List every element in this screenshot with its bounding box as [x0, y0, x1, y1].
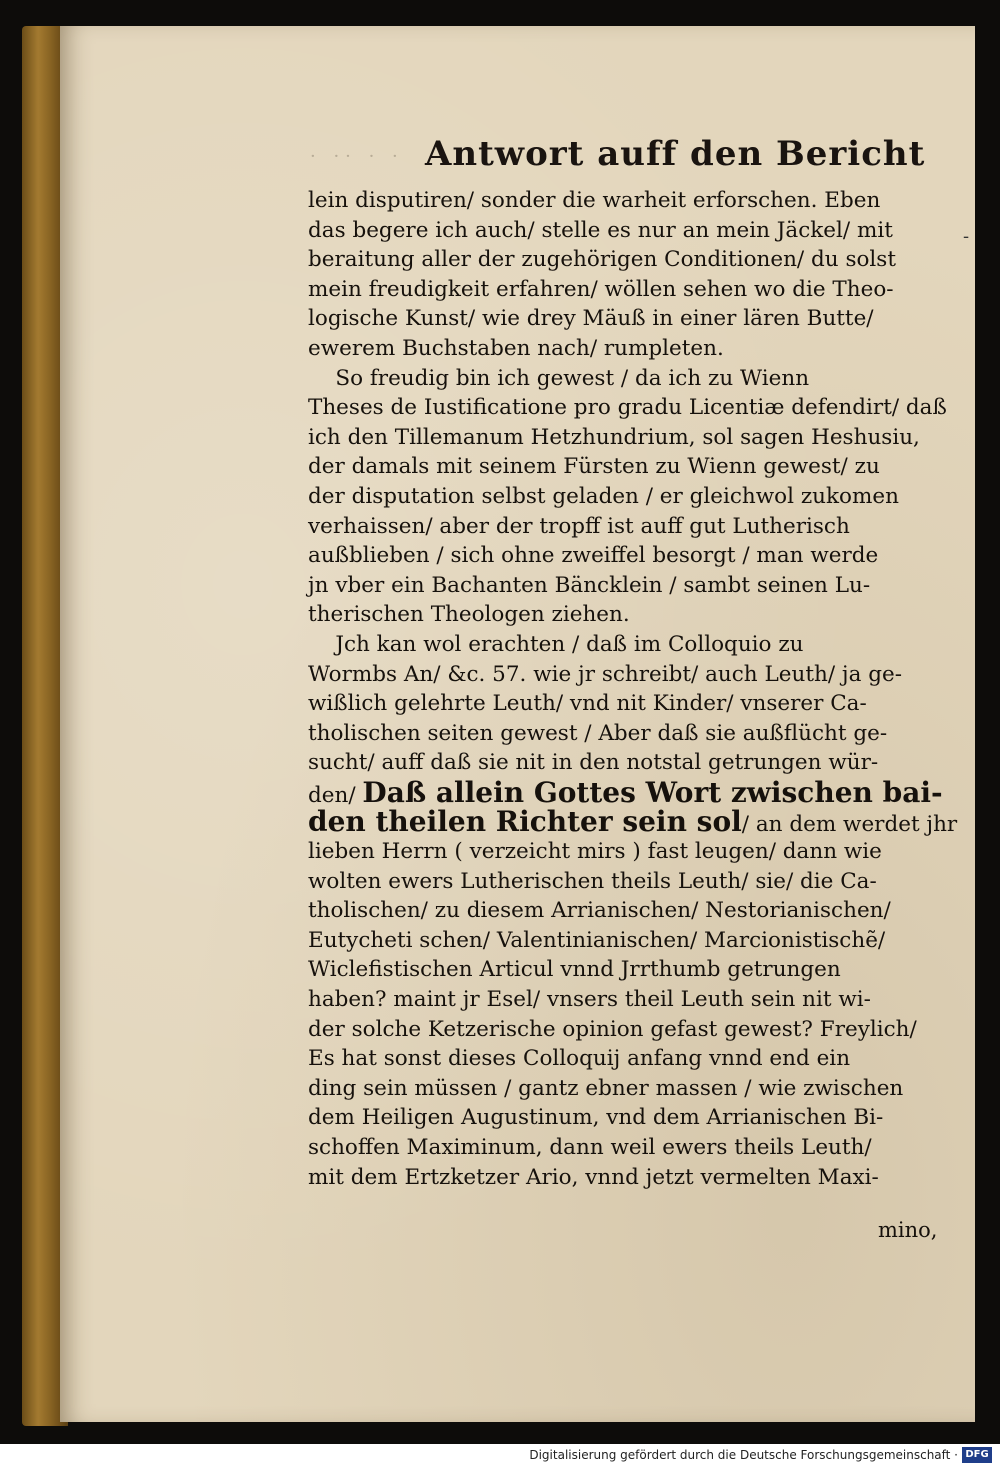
text-line: Es hat sonst dieses Colloquij anfang vnnd end ein [308, 1046, 851, 1072]
emphasized-phrase: den theilen Richter sein sol [308, 805, 742, 839]
body-text [308, 186, 960, 1192]
text-line: mein freudigkeit erfahren/ wöllen sehen wo die Theo- [308, 276, 894, 302]
digitization-footer [0, 1444, 1000, 1469]
text-line: logische Kunst/ wie drey Mäuß in einer lären Butte/ [308, 306, 874, 332]
text-line: der disputation selbst geladen / er gleichwol zukomen [308, 483, 899, 509]
text-line: sucht/ auff daß sie nit in den notstal getrungen wür- [308, 750, 879, 776]
text-line: dem Heiligen Augustinum, vnd dem Arrianischen Bi- [308, 1105, 884, 1131]
text-line-emphasis [308, 775, 960, 809]
dfg-logo-icon: DFG [962, 1447, 992, 1463]
funding-credit: Digitalisierung gefördert durch die Deutsche Forschungsgemeinschaft · [529, 1448, 958, 1462]
text-line: beraitung aller der zugehörigen Conditionen/ du solst [308, 247, 896, 273]
text-line: der damals mit seinem Fürsten zu Wienn gewest/ zu [308, 454, 880, 480]
text-line: So freudig bin ich gewest / da ich zu Wienn [308, 365, 810, 391]
text-line: der solche Ketzerische opinion gefast gewest? Freylich/ [308, 1016, 917, 1042]
running-head: Antwort auff den Bericht [425, 134, 926, 174]
text-line: Eutycheti schen/ Valentinianischen/ Marcionistischẽ/ [308, 927, 886, 953]
text-line: therischen Theologen ziehen. [308, 602, 630, 628]
text-line-emphasis [308, 807, 960, 837]
text-line: tholischen seiten gewest / Aber daß sie außflücht ge- [308, 720, 888, 746]
text-line: jn vber ein Bachanten Bäncklein / sambt seinen Lu- [308, 572, 871, 598]
text-line: lieben Herrn ( verzeicht mirs ) fast leugen/ dann wie [308, 839, 882, 865]
text-line: lein disputiren/ sonder die warheit erforschen. Eben [308, 188, 881, 213]
text-line: Wormbs An/ &c. 57. wie jr schreibt/ auch Leuth/ ja ge- [308, 661, 902, 687]
text-line: außblieben / sich ohne zweiffel besorgt / man werde [308, 543, 879, 569]
text-line: schoffen Maximinum, dann weil ewers theils Leuth/ [308, 1135, 872, 1160]
catchword: mino, [878, 1218, 938, 1242]
text-line: ding sein müssen / gantz ebner massen / wie zwischen [308, 1075, 904, 1101]
text-line: ich den Tillemanum Hetzhundrium, sol sagen Heshusiu, [308, 424, 920, 450]
text-line: wolten ewers Lutherischen theils Leuth/ sie/ die Ca- [308, 868, 877, 894]
line-prefix: den/ [308, 782, 363, 808]
text-line: wißlich gelehrte Leuth/ vnd nit Kinder/ vnserer Ca- [308, 691, 867, 717]
line-suffix: / an dem werdet jhr [741, 812, 958, 838]
text-line: Theses de Iustificatione pro gradu Licentiæ defendirt/ daß [308, 395, 947, 421]
text-line: tholischen/ zu diesem Arrianischen/ Nestorianischen/ [308, 898, 891, 924]
text-line: Jch kan wol erachten / daß im Colloquio zu [308, 631, 804, 657]
emphasized-phrase: Daß allein Gottes Wort zwischen bai- [362, 775, 943, 809]
text-line: ewerem Buchstaben nach/ rumpleten. [308, 335, 724, 361]
text-line: das begere ich auch/ stelle es nur an mein Jäckel/ mit [308, 217, 893, 243]
margin-mark: - [963, 226, 970, 247]
faint-show-through: · ·· · · [310, 146, 404, 167]
text-line: mit dem Ertzketzer Ario, vnnd jetzt vermelten Maxi- [308, 1164, 879, 1190]
text-line: haben? maint jr Esel/ vnsers theil Leuth sein nit wi- [308, 987, 871, 1013]
text-line: verhaissen/ aber der tropff ist auff gut Lutherisch [308, 513, 850, 539]
text-line: Wiclefistischen Articul vnnd Jrrthumb getrungen [308, 957, 841, 983]
